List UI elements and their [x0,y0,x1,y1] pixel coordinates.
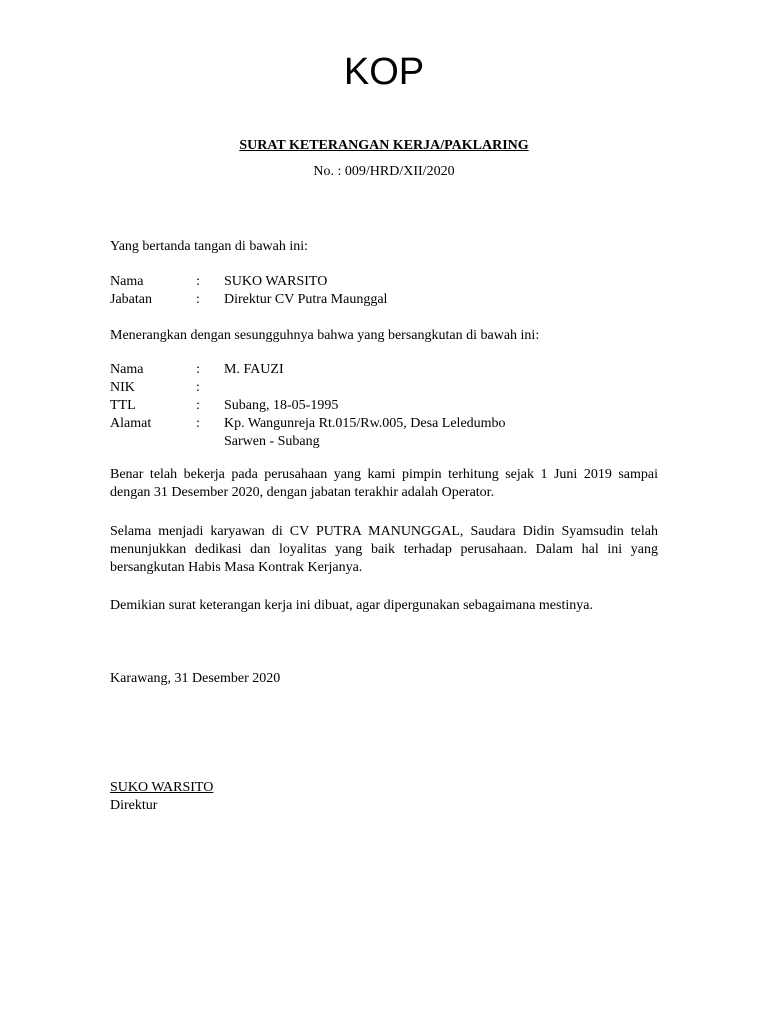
field-value: Kp. Wangunreja Rt.015/Rw.005, Desa Leledumbo [224,416,506,431]
employment-paragraph: Benar telah bekerja pada perusahaan yang kami pimpin terhitung sejak 1 Juni 2019 sampai dengan 31 Desember 2020, dengan jabatan terakhir adalah Operator. [110,467,658,500]
field-colon: : [196,380,200,395]
intro-text: Yang bertanda tangan di bawah ini: [110,239,309,254]
field-value: M. FAUZI [224,362,284,377]
statement-text: Menerangkan dengan sesungguhnya bahwa yang bersangkutan di bawah ini: [110,328,540,343]
employee-row-name [110,361,658,379]
field-label: Jabatan [110,292,152,307]
field-colon: : [196,362,200,377]
field-colon: : [196,398,200,413]
letterhead-placeholder: KOP [343,51,425,93]
field-label: Nama [110,274,144,289]
address-line-2: Sarwen - Subang [224,434,320,449]
field-colon: : [196,416,200,431]
field-label: TTL [110,398,136,413]
field-value: SUKO WARSITO [224,274,328,289]
field-label: Nama [110,362,144,377]
letter-number: No. : 009/HRD/XII/2020 [313,164,455,179]
field-value [224,379,658,397]
letter-title: SURAT KETERANGAN KERJA/PAKLARING [239,138,529,153]
signer-details [110,273,658,309]
field-value: Subang, 18-05-1995 [224,398,339,413]
signature-name: SUKO WARSITO [110,780,214,795]
signature-title: Direktur [110,798,158,813]
field-label: NIK [110,380,135,395]
field-value: Direktur CV Putra Maunggal [224,292,388,307]
dedication-paragraph: Selama menjadi karyawan di CV PUTRA MANUNGGAL, Saudara Didin Syamsudin telah menunjukkan dedikasi dan loyalitas yang baik terhadap perusahaan. Dalam hal ini yang bersangkutan Habis Masa Kontrak Kerjanya. [110,524,658,575]
signature-block [110,779,658,815]
employee-row-nik [110,379,658,397]
field-colon: : [196,292,200,307]
place-date: Karawang, 31 Desember 2020 [110,671,281,686]
employee-row-birth [110,397,658,415]
signer-row-name [110,273,658,291]
employee-details [110,361,658,451]
closing-text: Demikian surat keterangan kerja ini dibuat, agar dipergunakan sebagaimana mestinya. [110,598,593,613]
employee-row-address [110,415,658,433]
employee-row-address-cont [110,433,658,451]
signer-row-position [110,291,658,309]
field-colon: : [196,274,200,289]
field-label: Alamat [110,416,152,431]
